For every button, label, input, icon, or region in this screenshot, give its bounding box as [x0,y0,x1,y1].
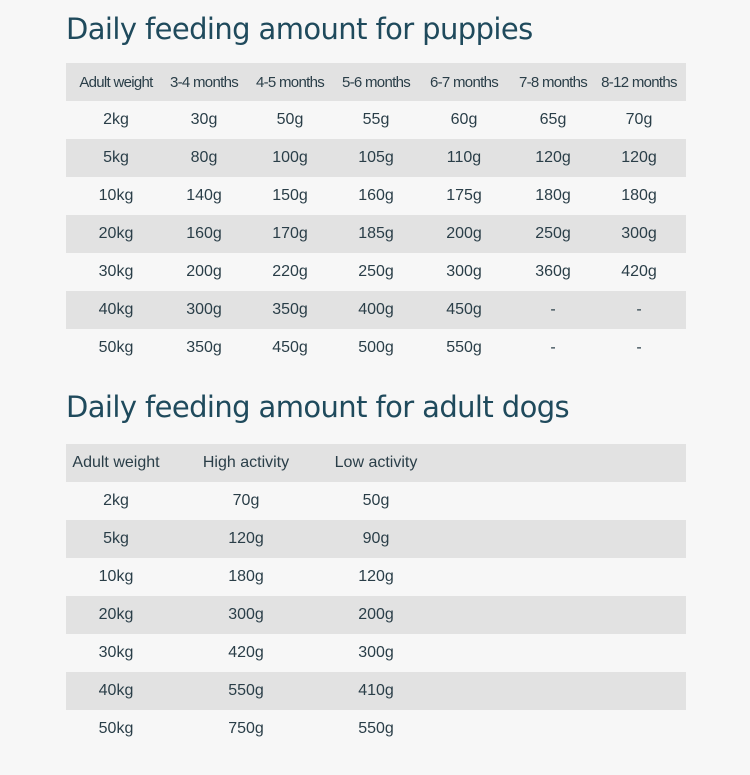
table-row [66,634,686,672]
table-cell: 2kg [103,492,129,509]
table-cell: 250g [535,225,571,242]
table-cell: 30kg [98,644,134,661]
table-cell: 10kg [98,568,134,585]
table-cell: 100g [272,149,308,166]
table-row [66,596,686,634]
table-cell: 750g [228,720,264,737]
table-cell: 550g [446,339,482,356]
table-cell: 300g [186,301,222,318]
table-cell: 420g [621,263,657,280]
adult-table-title: Daily feeding amount for adult dogs [66,390,570,424]
table-header-row [66,63,686,101]
header-8-12-months: 8-12 months [601,73,677,91]
table-cell: 200g [446,225,482,242]
header-adult-weight: Adult weight [79,73,153,91]
table-cell: - [636,339,642,356]
table-cell: 180g [228,568,264,585]
table-cell: 160g [186,225,222,242]
table-cell: 2kg [103,111,129,128]
table-cell: 40kg [98,301,134,318]
table-cell: 10kg [98,187,134,204]
table-cell-spacer [426,558,686,596]
table-cell: 410g [358,682,394,699]
table-cell: 185g [358,225,394,242]
table-cell: 50kg [98,720,134,737]
table-cell: 160g [358,187,394,204]
table-cell: 70g [625,111,653,128]
table-cell: 300g [228,606,264,623]
table-cell: 90g [362,530,390,547]
table-cell: 120g [228,530,264,547]
table-row [66,520,686,558]
table-cell: 170g [272,225,308,242]
table-row [66,139,686,177]
header-3-4-months: 3-4 months [169,73,239,91]
table-row [66,710,686,748]
table-cell: 550g [358,720,394,737]
table-cell: 65g [539,111,567,128]
table-row [66,177,686,215]
table-cell: 140g [186,187,222,204]
table-cell: - [636,301,642,318]
table-cell-spacer [426,710,686,748]
header-4-5-months: 4-5 months [255,73,325,91]
table-cell: 30kg [98,263,134,280]
table-cell-spacer [426,520,686,558]
table-row [66,215,686,253]
table-cell: 360g [535,263,571,280]
table-cell-spacer [426,482,686,520]
table-cell: 180g [621,187,657,204]
table-cell: 105g [358,149,394,166]
table-cell: 20kg [98,225,134,242]
table-header-row [66,444,686,482]
puppy-table-title: Daily feeding amount for puppies [66,12,533,46]
table-cell: 175g [446,187,482,204]
table-cell-spacer [426,596,686,634]
header-6-7-months: 6-7 months [429,73,499,91]
table-cell: - [550,301,556,318]
header-high-activity: High activity [202,454,290,471]
header-spacer [426,444,686,482]
table-cell: 5kg [103,149,129,166]
table-cell: 50g [276,111,304,128]
table-cell: 450g [272,339,308,356]
table-row [66,291,686,329]
table-cell: 150g [272,187,308,204]
table-row [66,253,686,291]
header-5-6-months: 5-6 months [341,73,411,91]
table-cell: 120g [358,568,394,585]
header-7-8-months: 7-8 months [518,73,588,91]
table-cell: 220g [272,263,308,280]
table-cell: - [550,339,556,356]
adult-feeding-table [66,444,686,748]
table-cell: 500g [358,339,394,356]
table-cell: 300g [446,263,482,280]
table-cell: 20kg [98,606,134,623]
table-cell: 420g [228,644,264,661]
table-cell: 250g [358,263,394,280]
table-cell: 300g [358,644,394,661]
header-adult-weight: Adult weight [72,454,160,471]
table-row [66,482,686,520]
table-row [66,329,686,367]
table-cell: 5kg [103,530,129,547]
table-cell: 50kg [98,339,134,356]
table-row [66,558,686,596]
table-cell: 200g [186,263,222,280]
table-cell: 300g [621,225,657,242]
table-cell: 400g [358,301,394,318]
table-cell: 120g [621,149,657,166]
header-low-activity: Low activity [334,454,418,471]
table-cell: 50g [362,492,390,509]
table-cell: 60g [450,111,478,128]
table-cell: 350g [272,301,308,318]
table-row [66,672,686,710]
table-cell-spacer [426,672,686,710]
table-cell: 350g [186,339,222,356]
table-cell: 40kg [98,682,134,699]
table-cell: 70g [232,492,260,509]
table-cell: 550g [228,682,264,699]
table-cell: 80g [190,149,218,166]
table-cell: 180g [535,187,571,204]
table-cell: 450g [446,301,482,318]
table-cell: 120g [535,149,571,166]
table-row [66,101,686,139]
table-cell: 110g [446,149,482,166]
puppy-feeding-table [66,63,686,367]
table-cell: 200g [358,606,394,623]
table-cell: 30g [190,111,218,128]
table-cell-spacer [426,634,686,672]
table-cell: 55g [362,111,390,128]
